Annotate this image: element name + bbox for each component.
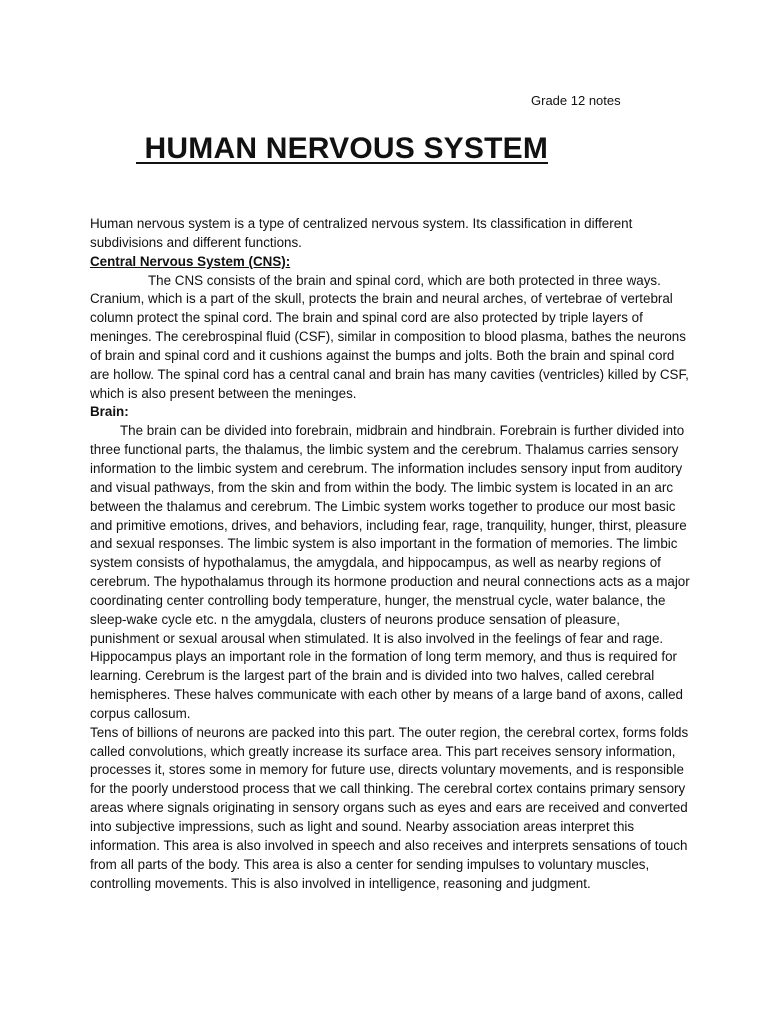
cortex-paragraph: Tens of billions of neurons are packed into this part. The outer region, the cerebral cortex, forms folds called convolutions, which greatly increase its surface area. This part receives sensory information, processes it, stores some in memory for future use, directs voluntary movements, and is responsible for the poorly understood process that we call thinking. The cerebral cortex contains primary sensory areas where signals originating in sensory organs such as eyes and ears are received and converted into subjective impressions, such as light and sound. Nearby association areas interpret this information. This area is also involved in speech and also receives and interprets sensations of touch from all parts of the body. This area is also a center for sending impulses to voluntary muscles, controlling movements. This is also involved in intelligence, reasoning and judgment. bbox=[90, 724, 689, 891]
hippocampus-paragraph: Hippocampus plays an important role in the formation of long term memory, and thus is required for learning. Cerebrum is the largest part of the brain and is divided into two halves, called cerebral hemispheres. These halves communicate with each other by means of a large band of axons, called corpus callosum. bbox=[90, 649, 683, 721]
document-body bbox=[90, 215, 690, 893]
intro-paragraph: Human nervous system is a type of centralized nervous system. Its classification in different subdivisions and different functions. bbox=[90, 216, 633, 250]
cns-heading: Central Nervous System (CNS): bbox=[90, 253, 291, 269]
brain-heading: Brain: bbox=[90, 404, 129, 420]
document-title: HUMAN NERVOUS SYSTEM bbox=[136, 132, 549, 165]
brain-paragraph: The brain can be divided into forebrain, midbrain and hindbrain. Forebrain is further divided into three functional parts, the thalamus, the limbic system and the cerebrum. Thalamus carries sensory information to the limbic system and cerebrum. The information includes sensory input from auditory and visual pathways, from the skin and from within the body. The limbic system is located in an arc between the thalamus and cerebrum. The Limbic system works together to produce our most basic and primitive emotions, drives, and behaviors, including fear, rage, tranquility, hunger, thirst, pleasure and sexual responses. The limbic system is also important in the formation of memories. The limbic system consists of hypothalamus, the amygdala, and hippocampus, as well as nearby regions of cerebrum. The hypothalamus through its hormone production and neural connections acts as a major coordinating center controlling body temperature, hunger, the menstrual cycle, water balance, the sleep-wake cycle etc. n the amygdala, clusters of neurons produce sensation of pleasure, punishment or sexual arousal when stimulated. It is also involved in the feelings of fear and rage. bbox=[90, 423, 690, 646]
cns-paragraph: The CNS consists of the brain and spinal cord, which are both protected in three ways. Cranium, which is a part of the skull, protects the brain and neural arches, of vertebrae of vertebral column protect the spinal cord. The brain and spinal cord are also protected by triple layers of meninges. The cerebrospinal fluid (CSF), similar in composition to blood plasma, bathes the neurons of brain and spinal cord and it cushions against the bumps and jolts. Both the brain and spinal cord are hollow. The spinal cord has a central canal and brain has many cavities (ventricles) killed by CSF, which is also present between the meninges. bbox=[90, 272, 689, 401]
grade-note: Grade 12 notes bbox=[531, 93, 621, 108]
